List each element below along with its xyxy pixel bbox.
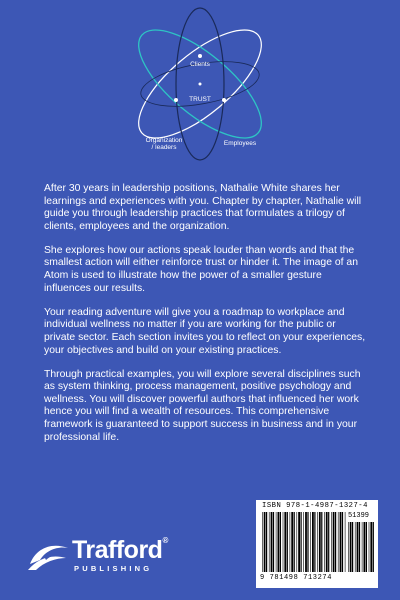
barcode-bar: [297, 512, 298, 572]
barcode-bar: [326, 512, 328, 572]
barcode-bar: [291, 512, 293, 572]
publisher-subtitle: PUBLISHING: [74, 564, 153, 573]
barcode-bar: [345, 512, 346, 572]
blurb-paragraph-1: After 30 years in leadership positions, Nathalie White shares her learnings and experiences with you. Chapter by chapter, Nathalie will guide you through leadership practices that formulates a trilogy of clients, employees and the organization.: [44, 183, 362, 232]
barcode-bar: [307, 512, 308, 572]
isbn-barcode: [256, 500, 378, 588]
barcode-bar: [276, 512, 277, 572]
node-top: [198, 54, 202, 58]
label-organization: Organization / leaders: [145, 137, 183, 151]
node-right: [222, 98, 226, 102]
barcode-bar: [373, 522, 374, 572]
label-clients: Clients: [190, 61, 210, 68]
barcode-bar: [321, 512, 322, 572]
barcode-bar: [266, 512, 267, 572]
barcode-bar: [287, 512, 288, 572]
barcode-bar: [298, 512, 300, 572]
barcode-bar: [331, 512, 332, 572]
blurb-paragraph-3: Your reading adventure will give you a roadmap to workplace and individual wellness no matter if you are working for the public or private sector. Each section invites you to reflect on your experiences, your objectives and build on your existing practices.: [44, 306, 366, 356]
barcode-bar: [370, 522, 372, 572]
node-left: [174, 98, 178, 102]
node-center: [199, 83, 202, 86]
barcode-bar: [319, 512, 321, 572]
atom-diagram: [120, 4, 280, 164]
barcode-bar: [314, 512, 315, 572]
barcode-bar: [366, 522, 367, 572]
barcode-bar: [264, 512, 266, 572]
barcode-bar: [284, 512, 286, 572]
barcode-bar: [352, 522, 353, 572]
barcode-bar: [280, 512, 281, 572]
label-employees: Employees: [223, 140, 257, 147]
barcode-bar: [359, 522, 360, 572]
barcode-bar: [364, 522, 366, 572]
barcode-bar: [355, 522, 356, 572]
label-trust: TRUST: [189, 96, 211, 103]
barcode-bar: [271, 512, 273, 572]
barcode-bar: [294, 512, 295, 572]
barcode-bar: [357, 522, 359, 572]
barcode-bar: [317, 512, 318, 572]
barcode-digits: 9 781498 713274: [260, 574, 333, 582]
barcode-bar: [305, 512, 307, 572]
barcode-bar: [324, 512, 325, 572]
barcode-bar: [340, 512, 342, 572]
registered-mark: ®: [162, 536, 168, 545]
barcode-bar: [312, 512, 314, 572]
barcode-bar: [350, 522, 352, 572]
publisher-name-text: Trafford: [72, 536, 163, 564]
barcode-bar: [290, 512, 291, 572]
price-barcode-bars: [348, 522, 374, 572]
price-code: 51399: [348, 512, 370, 520]
barcode-bar: [278, 512, 280, 572]
barcode-bar: [335, 512, 336, 572]
barcode-bar: [333, 512, 335, 572]
barcode-bar: [301, 512, 302, 572]
publisher-logo: [26, 536, 196, 586]
barcode-bar: [283, 512, 284, 572]
barcode-bar: [362, 522, 363, 572]
barcode-bars: [262, 512, 346, 572]
barcode-bar: [273, 512, 274, 572]
barcode-bar: [310, 512, 311, 572]
barcode-bar: [262, 512, 263, 572]
publisher-name: [72, 536, 168, 565]
blurb-paragraph-4: Through practical examples, you will explore several disciplines such as system thinking, process management, positive psychology and wellness. You will discover powerful authors that influenced her work hence you will find a wealth of resources. This comprehensive framework is guaranteed to support success in business and in your professional life.: [44, 368, 361, 443]
barcode-bar: [328, 512, 329, 572]
barcode-bar: [303, 512, 304, 572]
back-cover-blurb: [44, 183, 366, 456]
barcode-bar: [348, 522, 349, 572]
blurb-paragraph-2: She explores how our actions speak louder than words and that the smallest action will either reinforce trust or hinder it. The image of an Atom is used to illustrate how the power of a smaller gesture influences our results.: [44, 244, 358, 294]
barcode-bar: [269, 512, 270, 572]
wave-icon: [26, 540, 72, 572]
barcode-bar: [338, 512, 339, 572]
isbn-number: ISBN 978-1-4987-1327-4: [262, 502, 368, 510]
barcode-bar: [369, 522, 370, 572]
barcode-bar: [342, 512, 343, 572]
